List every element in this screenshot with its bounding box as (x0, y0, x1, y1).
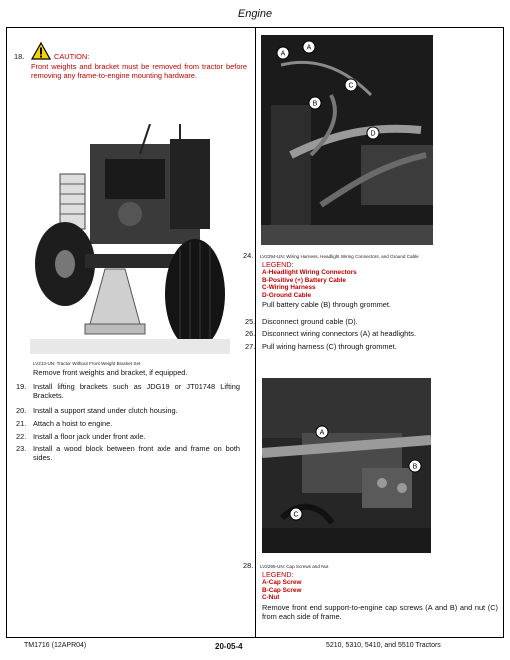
caution-triangle-icon (31, 42, 51, 60)
step-27: 27. Pull wiring harness (C) through grommet. (245, 342, 397, 351)
caution-label: CAUTION: (54, 52, 90, 61)
footer-doc-id: TM1716 (12APR04) (24, 642, 87, 649)
svg-text:A: A (306, 44, 312, 52)
photo-caption-tractor: LV213-UN: Tractor Without Front Weight Bracket Set (33, 361, 141, 366)
svg-text:C: C (293, 511, 299, 519)
svg-text:A: A (280, 50, 286, 58)
svg-text:B: B (312, 100, 318, 108)
step-28: 28. LV2295-UN: Cap Screws and Nut LEGEND: A-Cap Screw B-Cap Screw C-Nut Remove front end support-to-engine cap screws (A and B) and nut (C) from each side of frame. (243, 561, 498, 621)
step-24: 24. LV2294-UN: Wiring Harness, Headlight Wiring Connectors, and Ground Cable LEGEND: A-Headlight Wiring Connectors B-Positive (+) Battery Cable C-Wiring Harness D-Ground Cable Pull battery cable (B) through grommet. (243, 251, 498, 321)
tractor-photo (30, 124, 230, 354)
caution-text: Front weights and bracket must be removed from tractor before removing any frame-to-engine mounting hardware. (31, 62, 247, 80)
svg-text:A: A (319, 429, 325, 437)
photo-caption-wiring: LV2294-UN: Wiring Harness, Headlight Wiring Connectors, and Ground Cable (260, 254, 419, 259)
cap-screws-photo (262, 378, 431, 553)
step-23: 23. Install a wood block between front axle and frame on both sides. (16, 444, 240, 462)
wiring-harness-photo (261, 35, 433, 245)
step-26: 26. Disconnect wiring connectors (A) at headlights. (245, 329, 417, 338)
footer-page-number: 20-05-4 (215, 642, 243, 651)
left-rule (6, 27, 7, 637)
svg-text:B: B (412, 463, 418, 471)
callout-C-nut (290, 508, 302, 520)
svg-text:D: D (370, 130, 376, 138)
callout-A-top (303, 41, 315, 53)
callout-A-left (277, 47, 289, 59)
callout-D (367, 127, 379, 139)
step-25: 25. Disconnect ground cable (D). (245, 317, 358, 326)
step-19: 19. Install lifting brackets such as JDG19 or JT01748 Lifting Brackets. (16, 382, 240, 400)
callout-A-screw (316, 426, 328, 438)
legend-screws: LEGEND: A-Cap Screw B-Cap Screw C-Nut Remove front end support-to-engine cap screws (A and B) and nut (C) from each side of frame. (262, 570, 498, 621)
photo-caption-screws: LV2295-UN: Cap Screws and Nut (260, 564, 329, 569)
right-rule (503, 27, 504, 637)
svg-text:C: C (348, 82, 354, 90)
photo-note-tractor: Remove front weights and bracket, if equipped. (33, 368, 188, 377)
callout-B-screw (409, 460, 421, 472)
legend-wiring: LEGEND: A-Headlight Wiring Connectors B-Positive (+) Battery Cable C-Wiring Harness D-Ground Cable Pull battery cable (B) through grommet. (262, 260, 391, 310)
step-20: 20. Install a support stand under clutch housing. (16, 406, 178, 415)
footer-models: 5210, 5310, 5410, and 5510 Tractors (326, 642, 441, 649)
step-18 (14, 52, 246, 102)
bottom-rule (6, 637, 504, 638)
page-header: Engine (237, 8, 273, 20)
step-number: 18. (14, 52, 25, 61)
callout-C (345, 79, 357, 91)
step-21: 21. Attach a hoist to engine. (16, 419, 113, 428)
callout-B (309, 97, 321, 109)
step-22: 22. Install a floor jack under front axle. (16, 432, 146, 441)
